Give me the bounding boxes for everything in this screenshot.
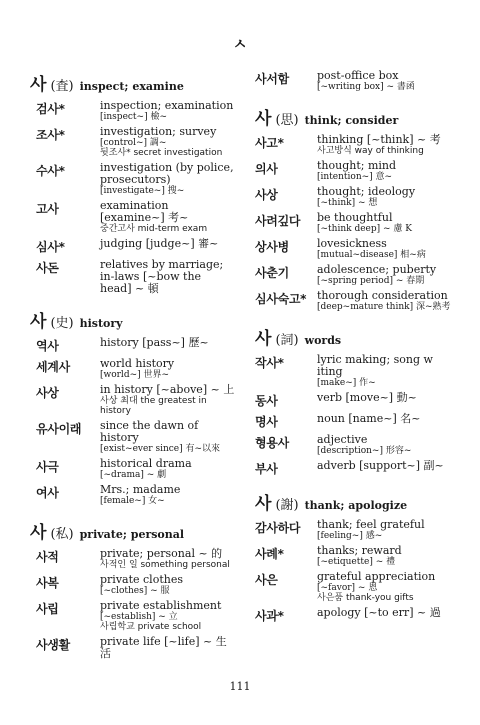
definition-etymology: [deep~mature think] 深~熟考 [317,302,451,312]
group-heading [255,104,455,129]
definition [100,126,236,158]
definition [317,392,455,404]
headword: 사돈 [36,261,59,275]
entry-group [30,307,236,506]
headword: 사려깊다 [255,214,301,228]
headword: 사상 [255,188,278,202]
definition-etymology: [~clothes] ~ 服 [100,586,170,596]
definition-etymology: [make~] 作~ [317,378,376,388]
dictionary-entry [255,134,455,156]
group-heading [255,324,455,349]
headword: 사과* [255,609,284,623]
dictionary-entry [255,70,455,92]
definition-meaning: grateful appreciation [317,570,436,583]
definition [100,384,236,416]
group-heading [30,518,236,543]
definition-meaning: verb [move~] 動~ [317,391,417,404]
dictionary-entry [30,162,236,196]
heading-syllable: 사 [255,109,272,129]
definition-meaning: thank; feel grateful [317,518,425,531]
headword: 심사숙고* [255,292,307,306]
definition-meaning: since the dawn of history [100,419,199,444]
heading-meaning: think; consider [304,114,399,127]
definition [100,200,236,234]
heading-meaning: thank; apologize [304,499,408,512]
entry-group [255,104,455,312]
right-column [255,70,455,636]
headword: 역사 [36,339,59,353]
definition-etymology: [control~] 調~ [100,138,167,148]
definition-etymology: [female~] 女~ [100,496,165,506]
definition-etymology: [~writing box] ~ 書函 [317,82,415,92]
dictionary-entry [30,126,236,158]
dictionary-entry [30,636,236,660]
headword: 상사병 [255,240,289,254]
definition-meaning: noun [name~] 名~ [317,412,421,425]
definition [100,600,236,632]
definition-meaning: lyric making; song w iting [317,353,433,378]
heading-syllable: 사 [255,329,272,349]
definition-meaning: adolescence; puberty [317,263,437,276]
headword: 검사* [36,102,65,116]
dictionary-entry [30,484,236,506]
dictionary-entry [255,354,455,388]
heading-hanja: (私) [50,527,74,542]
definition [100,100,236,122]
definition-meaning: inspection; examination [100,99,234,112]
example-usage: 사적인 일 something personal [100,560,230,570]
definition [317,571,455,603]
headword: 사립 [36,602,59,616]
definition-etymology: [inspect~] 檢~ [100,112,168,122]
headword: 사적 [36,550,59,564]
headword: 심사* [36,240,65,254]
headword: 사은 [255,573,278,587]
definition-etymology: [~establish] ~ 立 [100,612,178,622]
dictionary-entry [255,160,455,182]
dictionary-entry [255,290,455,312]
dictionary-entry [255,571,455,603]
entry-group [255,489,455,624]
dictionary-entry [30,238,236,255]
headword: 부사 [255,462,278,476]
definition [317,607,455,619]
definition-etymology: [world~] 世界~ [100,370,170,380]
definition [100,574,236,596]
dictionary-entry [255,460,455,477]
definition-meaning: thanks; reward [317,544,402,557]
dictionary-entry [30,200,236,234]
definition-etymology: [intention~] 意~ [317,172,393,182]
headword: 사고* [255,136,284,150]
definition-meaning: private life [~life] ~ 生活 [100,635,227,660]
headword: 수사* [36,164,65,178]
dictionary-entry [255,238,455,260]
definition-meaning: historical drama [100,457,192,470]
definition [317,434,455,456]
headword: 의사 [255,162,278,176]
example-usage: 사상 최대 the greatest in history [100,396,207,416]
definition-etymology: [~think] ~ 想 [317,198,378,208]
left-column [30,70,236,672]
headword: 작사* [255,356,284,370]
example-usage: 사은품 thank-you gifts [317,593,414,603]
definition-meaning: thought; ideology [317,185,416,198]
heading-hanja: (査) [50,79,74,94]
definition-meaning: be thoughtful [317,211,393,224]
definition-etymology: [description~] 形容~ [317,446,412,456]
dictionary-entry [30,458,236,480]
heading-syllable: 사 [255,494,272,514]
definition-meaning: world history [100,357,175,370]
headword: 사상 [36,386,59,400]
definition [317,354,455,388]
heading-hanja: (思) [275,113,299,128]
dictionary-entry [255,434,455,456]
definition-meaning: relatives by marriage; in-laws [~bow the head] ~ 頓 [100,258,224,295]
dictionary-entry [255,413,455,430]
headword: 조사* [36,128,65,142]
dictionary-entry [255,519,455,541]
headword: 명사 [255,415,278,429]
headword: 사복 [36,576,59,590]
headword: 감사하다 [255,521,301,535]
entry-group [30,518,236,660]
dictionary-entry [255,392,455,409]
definition-meaning: apology [~to err] ~ 過 [317,606,441,619]
definition [100,337,236,349]
definition [317,264,455,286]
definition-meaning: thorough consideration [317,289,448,302]
dictionary-entry [30,337,236,354]
definition-meaning: adjective [317,433,368,446]
definition [317,70,455,92]
headword: 고사 [36,202,59,216]
headword: 세계사 [36,360,70,374]
headword: 사서함 [255,72,289,86]
heading-syllable: 사 [30,75,47,95]
definition [100,358,236,380]
dictionary-entry [255,212,455,234]
definition [317,290,455,312]
group-heading [30,70,236,95]
definition-meaning: judging [judge~] 審~ [100,237,219,250]
dictionary-entry [30,259,236,295]
definition-meaning: history [pass~] 歷~ [100,336,209,349]
definition-etymology: [~spring period] ~ 春期 [317,276,425,286]
definition [317,134,455,156]
dictionary-entry [255,545,455,567]
headword: 사극 [36,460,59,474]
definition-meaning: in history [~above] ~ 上 [100,383,235,396]
definition [317,186,455,208]
definition [100,420,236,454]
definition [317,460,455,472]
dictionary-entry [255,607,455,624]
definition [317,238,455,260]
definition-meaning: private clothes [100,573,183,586]
heading-meaning: history [79,317,123,330]
page-number: 111 [229,680,251,693]
definition [317,160,455,182]
dictionary-entry [30,548,236,570]
definition-meaning: investigation (by police, prosecutors) [100,161,234,186]
definition-meaning: examination [examine~] 考~ [100,199,189,224]
example-usage: 사고방식 way of thinking [317,146,424,156]
dictionary-entry [30,384,236,416]
definition [317,545,455,567]
definition-etymology: [exist~ever since] 有~以來 [100,444,221,454]
definition [317,413,455,425]
definition-etymology: [~drama] ~ 劇 [100,470,167,480]
heading-meaning: inspect; examine [79,80,184,93]
definition [100,458,236,480]
definition [317,212,455,234]
headword: 사춘기 [255,266,289,280]
dictionary-entry [30,600,236,632]
definition-meaning: post-office box [317,69,399,82]
definition-meaning: lovesickness [317,237,387,250]
headword: 사례* [255,547,284,561]
heading-syllable: 사 [30,312,47,332]
heading-meaning: private; personal [79,528,185,541]
definition-etymology: [~think deep] ~ 慮 K [317,224,412,234]
definition [100,548,236,570]
definition-meaning: thought; mind [317,159,397,172]
definition-meaning: thinking [~think] ~ 考 [317,133,441,146]
dictionary-entry [30,358,236,380]
dictionary-entry [255,186,455,208]
heading-meaning: words [304,334,342,347]
dictionary-entry [30,574,236,596]
entry-group [30,70,236,295]
heading-hanja: (詞) [275,333,299,348]
definition [100,259,236,295]
definition [100,162,236,196]
definition-meaning: adverb [support~] 副~ [317,459,444,472]
example-usage: 사립학교 private school [100,622,202,632]
definition-meaning: private establishment [100,599,222,612]
heading-syllable: 사 [30,523,47,543]
definition-meaning: private; personal ~ 的 [100,547,223,560]
definition-etymology: [mutual~disease] 相~病 [317,250,426,260]
heading-hanja: (謝) [275,498,299,513]
headword: 사생활 [36,638,70,652]
example-usage: 중간고사 mid-term exam [100,224,208,234]
headword: 동사 [255,394,278,408]
entry-group [255,324,455,477]
example-usage: 뒷조사* secret investigation [100,148,223,158]
headword: 유사이래 [36,422,82,436]
definition-etymology: [~etiquette] ~ 禮 [317,557,396,567]
entry-group [255,70,455,92]
definition-etymology: [feeling~] 感~ [317,531,383,541]
headword: 여사 [36,486,59,500]
definition-etymology: [~favor] ~ 恩 [317,583,378,593]
definition [317,519,455,541]
group-heading [30,307,236,332]
definition-etymology: [investigate~] 搜~ [100,186,185,196]
definition [100,484,236,506]
headword: 형용사 [255,436,289,450]
definition [100,238,236,250]
dictionary-entry [255,264,455,286]
definition-meaning: Mrs.; madame [100,483,181,496]
group-heading [255,489,455,514]
dictionary-entry [30,420,236,454]
definition [100,636,236,660]
heading-hanja: (史) [50,316,74,331]
definition-meaning: investigation; survey [100,125,217,138]
dictionary-entry [30,100,236,122]
section-header: ㅅ [232,35,248,53]
